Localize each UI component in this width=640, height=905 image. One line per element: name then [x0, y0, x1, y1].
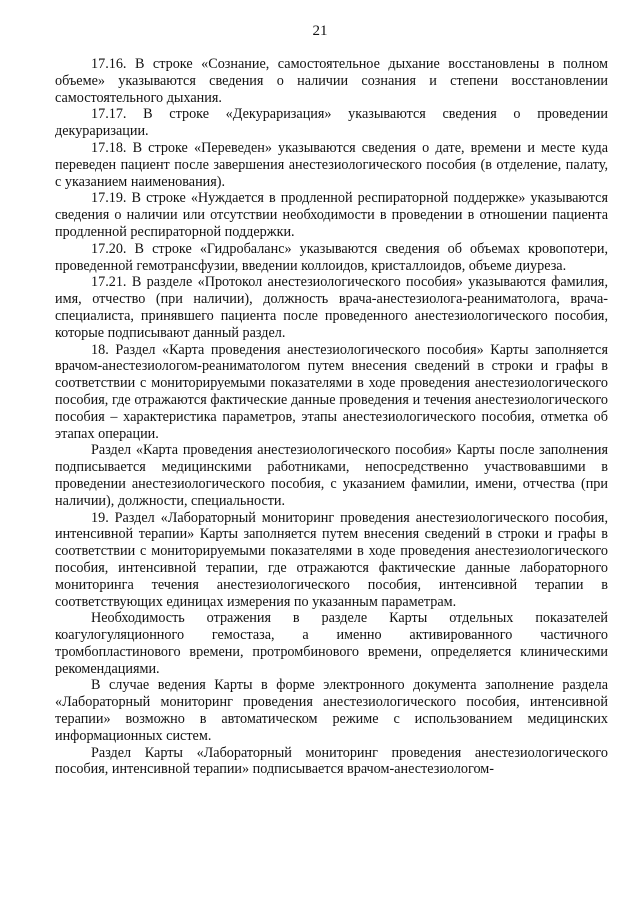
paragraph-17-16: 17.16. В строке «Сознание, самостоятельное дыхание восстановлены в полном объеме» указываются сведения о наличии сознания и степени восстановлении самостоятельного дыхания.: [55, 56, 608, 106]
paragraph-18: 18. Раздел «Карта проведения анестезиологического пособия» Карты заполняется врачом-анестезиологом-реаниматологом путем внесения сведений в строки и графы в соответствии с мониторируемыми показателями в ходе проведения анестезиологического пособия, где отражаются фактические данные проведения и течения анестезиологического пособия – характеристика параметров, этапы анестезиологического пособия, отметка об этапах операции.: [55, 341, 608, 442]
page-number: 21: [312, 23, 328, 39]
paragraph-18-signature: Раздел «Карта проведения анестезиологического пособия» Карты после заполнения подписывается медицинскими работниками, непосредственно участвовавшими в проведении анестезиологического пособия, с указанием фамилии, имени, отчества (при наличии), должности, специальности.: [55, 442, 608, 509]
paragraph-17-19: 17.19. В строке «Нуждается в продленной респираторной поддержке» указываются сведения о наличии или отсутствии необходимости в проведении в отношении пациента продленной респираторной поддержки.: [55, 190, 608, 240]
paragraph-17-17: 17.17. В строке «Декураризация» указываются сведения о проведении декураризации.: [55, 106, 608, 140]
paragraph-17-18: 17.18. В строке «Переведен» указываются сведения о дате, времени и месте куда переведен пациент после завершения анестезиологического пособия (в отделение, палату, с указанием наименования).: [55, 139, 608, 190]
paragraph-17-21: 17.21. В разделе «Протокол анестезиологического пособия» указываются фамилия, имя, отчество (при наличии), должность врача-анестезиолога-реаниматолога, врача-специалиста, принявшего пациента после проведенного анестезиологического пособия, которые подписывают данный раздел.: [55, 274, 608, 341]
paragraph-19-signature: Раздел Карты «Лабораторный мониторинг проведения анестезиологического пособия, интенсивной терапии» подписывается врачом-анестезиологом-: [55, 744, 608, 778]
paragraph-19-electronic: В случае ведения Карты в форме электронного документа заполнение раздела «Лабораторный мониторинг проведения анестезиологического пособия, интенсивной терапии» возможно в автоматическом режиме с использованием медицинских информационных систем.: [55, 677, 608, 744]
paragraph-17-20: 17.20. В строке «Гидробаланс» указываются сведения об объемах кровопотери, проведенной гемотрансфузии, введении коллоидов, кристаллоидов, объеме диуреза.: [55, 240, 608, 274]
document-body: [55, 56, 608, 778]
paragraph-19-coagulation: Необходимость отражения в разделе Карты отдельных показателей коагулогуляционного гемостаза, а именно активированного частичного тромбопластинового времени, протромбинового времени, определяется клиническими рекомендациями.: [55, 610, 608, 677]
paragraph-19: 19. Раздел «Лабораторный мониторинг проведения анестезиологического пособия, интенсивной терапии» Карты заполняется путем внесения сведений в строки и графы в соответствии с мониторируемыми показателями в ходе проведения анестезиологического пособия, интенсивной терапии, где отражаются фактические данные лабораторного мониторинга течения анестезиологического пособия, интенсивной терапии в соответствующих единицах измерения по указанным параметрам.: [55, 509, 608, 610]
